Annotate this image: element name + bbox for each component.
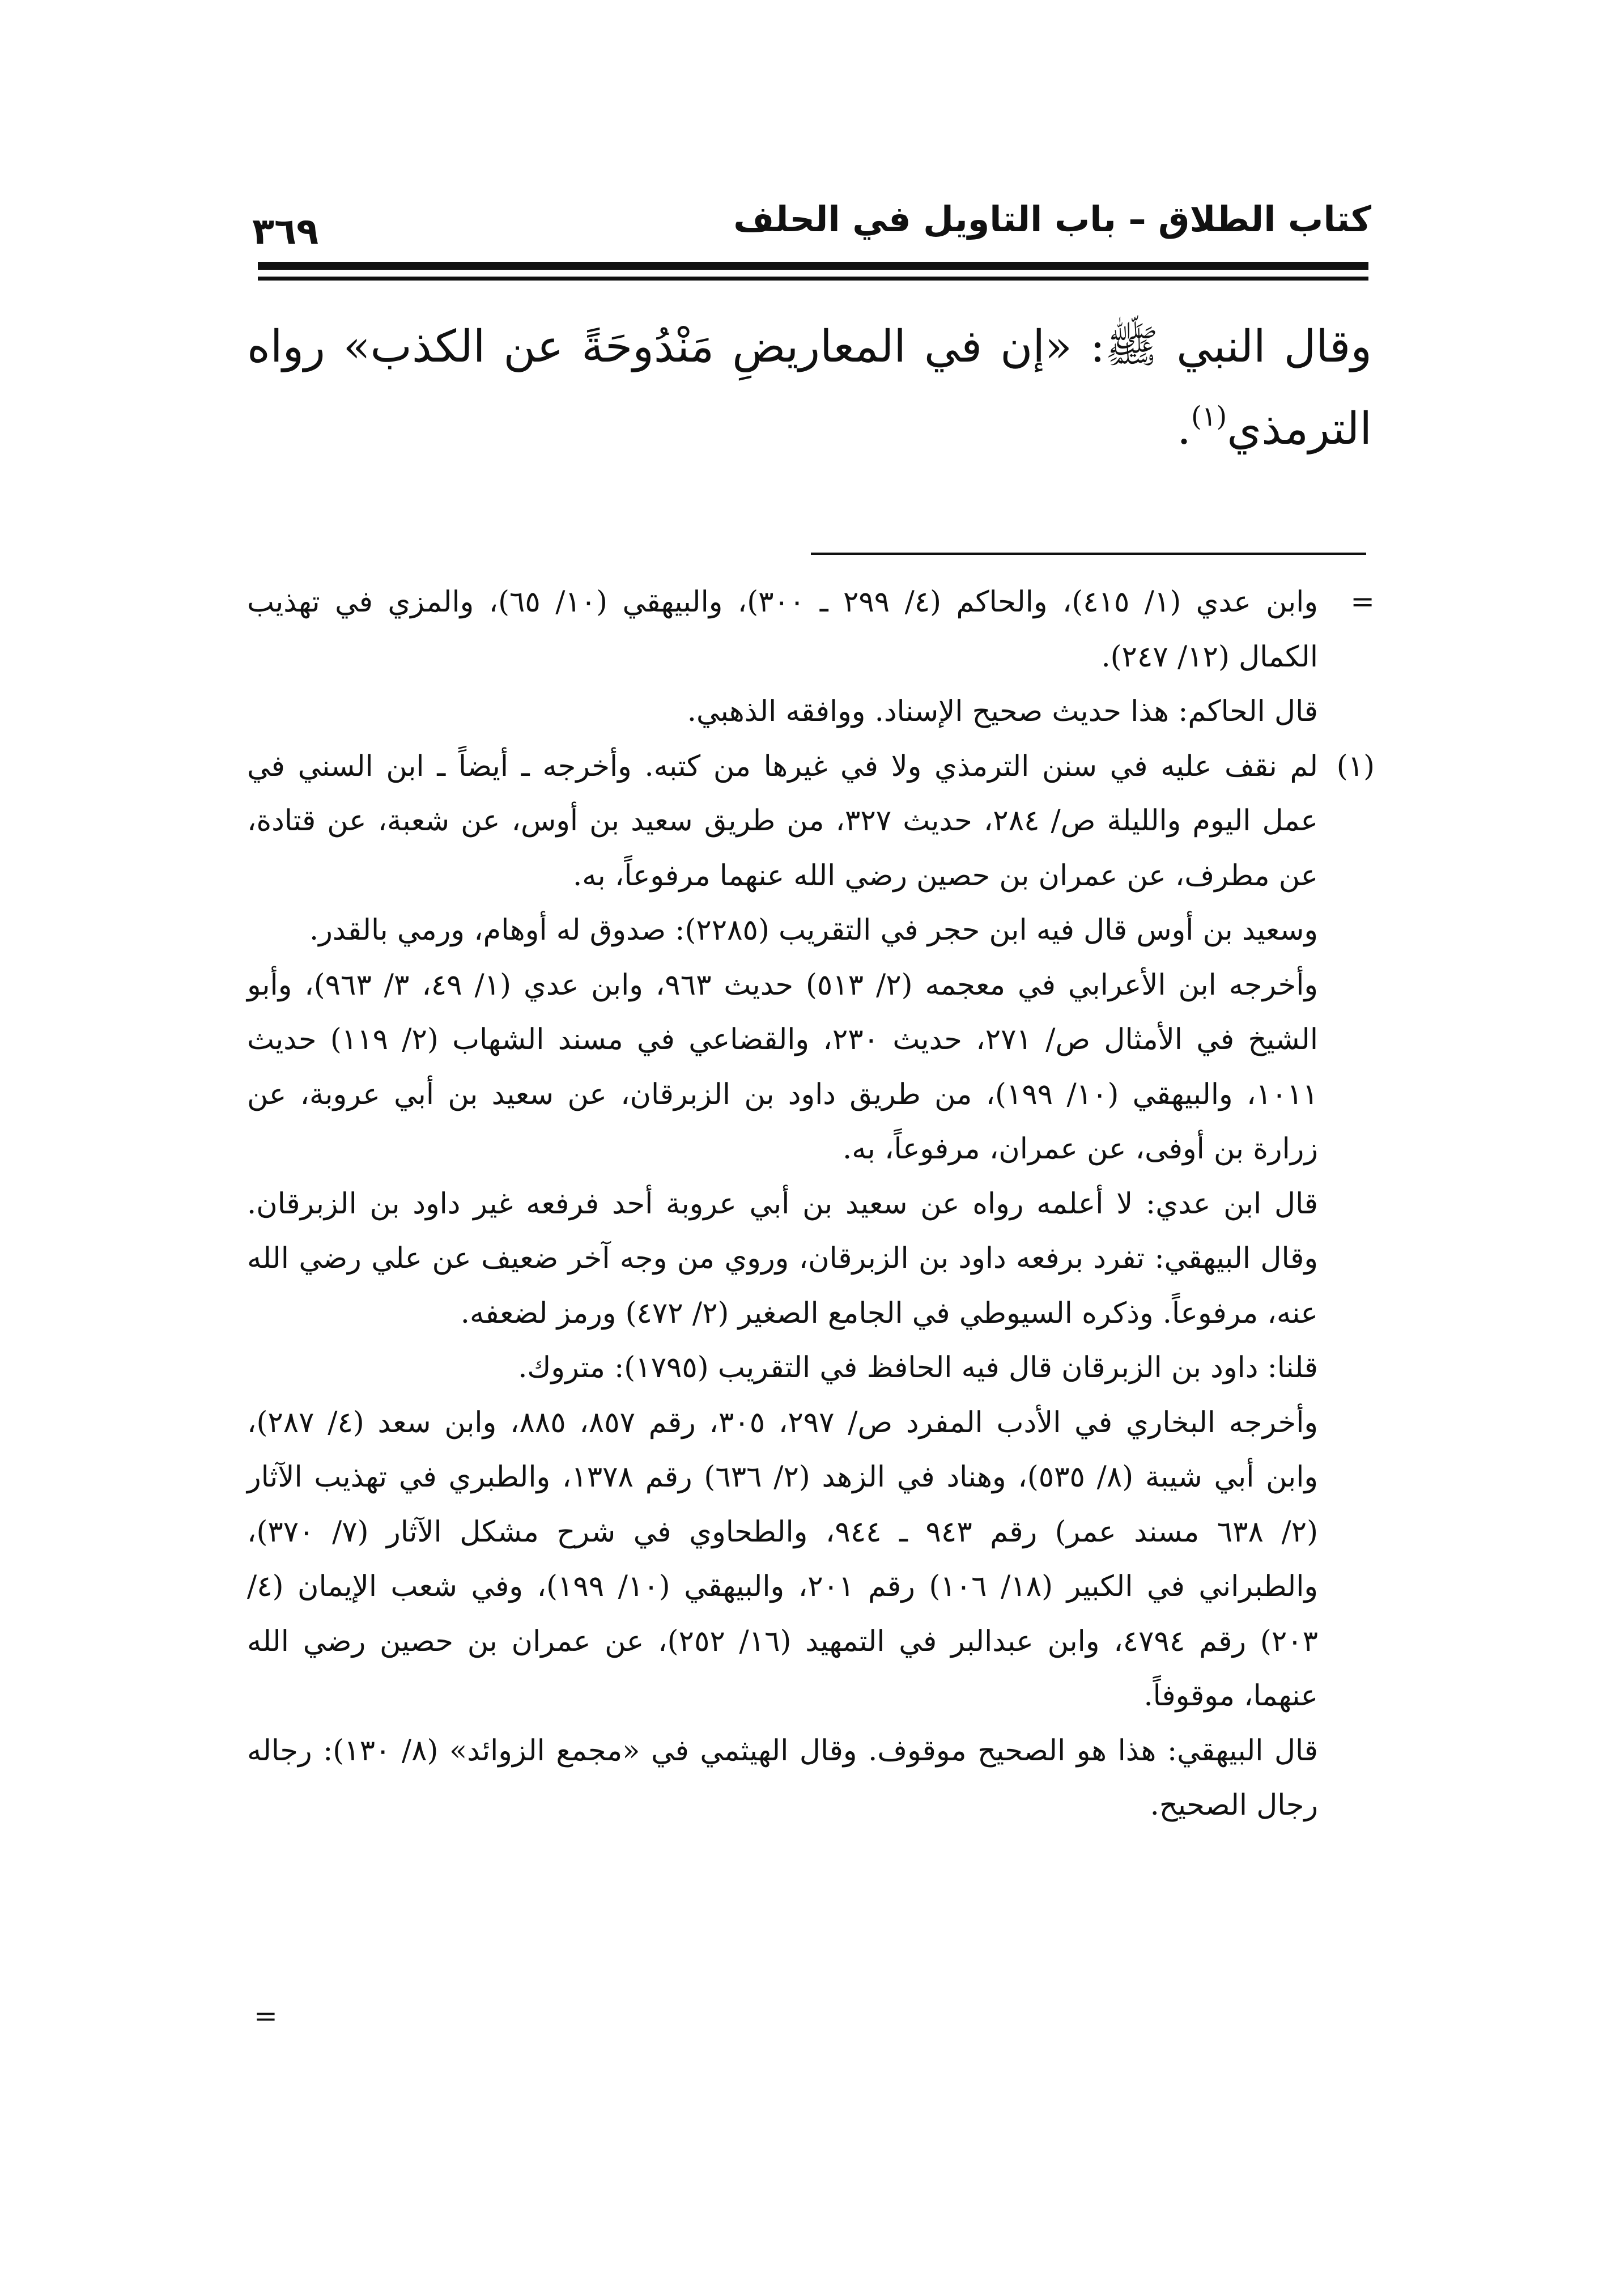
continuation-marker: = xyxy=(1350,585,1375,619)
main-text-body: وقال النبي ﷺ: «إن في المعاريضِ مَنْدُوحَةً عن الكذب» رواه الترمذي xyxy=(247,321,1372,455)
footnote-marker: (١) xyxy=(1336,749,1375,783)
footnote-continuation xyxy=(247,575,1375,740)
main-text xyxy=(247,306,1372,470)
footnote-separator xyxy=(811,553,1366,555)
footnote-paragraph: قال ابن عدي: لا أعلمه رواه عن سعيد بن أبي عروبة أحد فرفعه غير داود بن الزبرقان. وقال البيهقي: تفرد برفعه داود بن الزبرقان، وروي من وجه آخر ضعيف عن علي رضي الله عنه، مرفوعاً. وذكره السيوطي في الجامع الصغير (٢/ ٤٧٢) ورمز لضعفه. xyxy=(247,1187,1318,1330)
footnote-paragraph: وابن عدي (١/ ٤١٥)، والحاكم (٤/ ٢٩٩ ـ ٣٠٠)، والبيهقي (١٠/ ٦٥)، والمزي في تهذيب الكمال (١٢/ ٢٤٧). xyxy=(247,585,1318,674)
running-title: كتاب الطلاق – باب التاويل في الحلف xyxy=(733,198,1371,240)
header-rule-thin xyxy=(258,277,1368,281)
footnote-paragraph: وأخرجه البخاري في الأدب المفرد ص/ ٢٩٧، ٣٠٥، رقم ٨٥٧، ٨٨٥، وابن سعد (٤/ ٢٨٧)، وابن أبي شيبة (٨/ ٥٣٥)، وهناد في الزهد (٢/ ٦٣٦) رقم ١٣٧٨، والطبري في تهذيب الآثار (٢/ ٦٣٨ مسند عمر) رقم ٩٤٣ ـ ٩٤٤، والطحاوي في شرح مشكل الآثار (٧/ ٣٧٠)، والطبراني في الكبير (١٨/ ١٠٦) رقم ٢٠١، والبيهقي (١٠/ ١٩٩)، وفي شعب الإيمان (٤/ ٢٠٣) رقم ٤٧٩٤، وابن عبدالبر في التمهيد (١٦/ ٢٥٢)، عن عمران بن حصين رضي الله عنهما، موقوفاً. xyxy=(247,1405,1319,1713)
footnote-paragraph: قلنا: داود بن الزبرقان قال فيه الحافظ في التقريب (١٧٩٥): متروك. xyxy=(518,1351,1318,1385)
footnote-paragraph: قال الحاكم: هذا حديث صحيح الإسناد. ووافقه الذهبي. xyxy=(687,695,1318,728)
page-number: ٣٦٩ xyxy=(252,211,319,253)
footnote-paragraph: قال البيهقي: هذا هو الصحيح موقوف. وقال الهيثمي في «مجمع الزوائد» (٨/ ١٣٠): رجاله رجال الصحيح. xyxy=(247,1734,1318,1822)
footnote-reference: (١) xyxy=(1191,401,1227,432)
main-text-end: . xyxy=(1177,404,1191,455)
footnotes xyxy=(247,575,1375,1833)
footnote-paragraph: وسعيد بن أوس قال فيه ابن حجر في التقريب (٢٢٨٥): صدوق له أوهام، ورمي بالقدر. xyxy=(309,914,1318,947)
continuation-marker-bottom: = xyxy=(254,1999,278,2032)
header-rule-thick xyxy=(258,262,1368,270)
footnote-paragraph: وأخرجه ابن الأعرابي في معجمه (٢/ ٥١٣) حديث ٩٦٣، وابن عدي (١/ ٤٩، ٣/ ٩٦٣)، وأبو الشيخ في الأمثال ص/ ٢٧١، حديث ٢٣٠، والقضاعي في مسند الشهاب (٢/ ١١٩) حديث ١٠١١، والبيهقي (١٠/ ١٩٩)، من طريق داود بن الزبرقان، عن سعيد بن أبي عروبة، عن زرارة بن أوفى، عن عمران، مرفوعاً، به. xyxy=(247,968,1319,1166)
footnote-1 xyxy=(247,740,1375,1833)
page-header xyxy=(252,187,1371,255)
footnote-paragraph: لم نقف عليه في سنن الترمذي ولا في غيرها من كتبه. وأخرجه ـ أيضاً ـ ابن السني في عمل اليوم والليلة ص/ ٢٨٤، حديث ٣٢٧، من طريق سعيد بن أوس، عن شعبة، عن قتادة، عن مطرف، عن عمران بن حصين رضي الله عنهما مرفوعاً، به. xyxy=(247,749,1318,893)
